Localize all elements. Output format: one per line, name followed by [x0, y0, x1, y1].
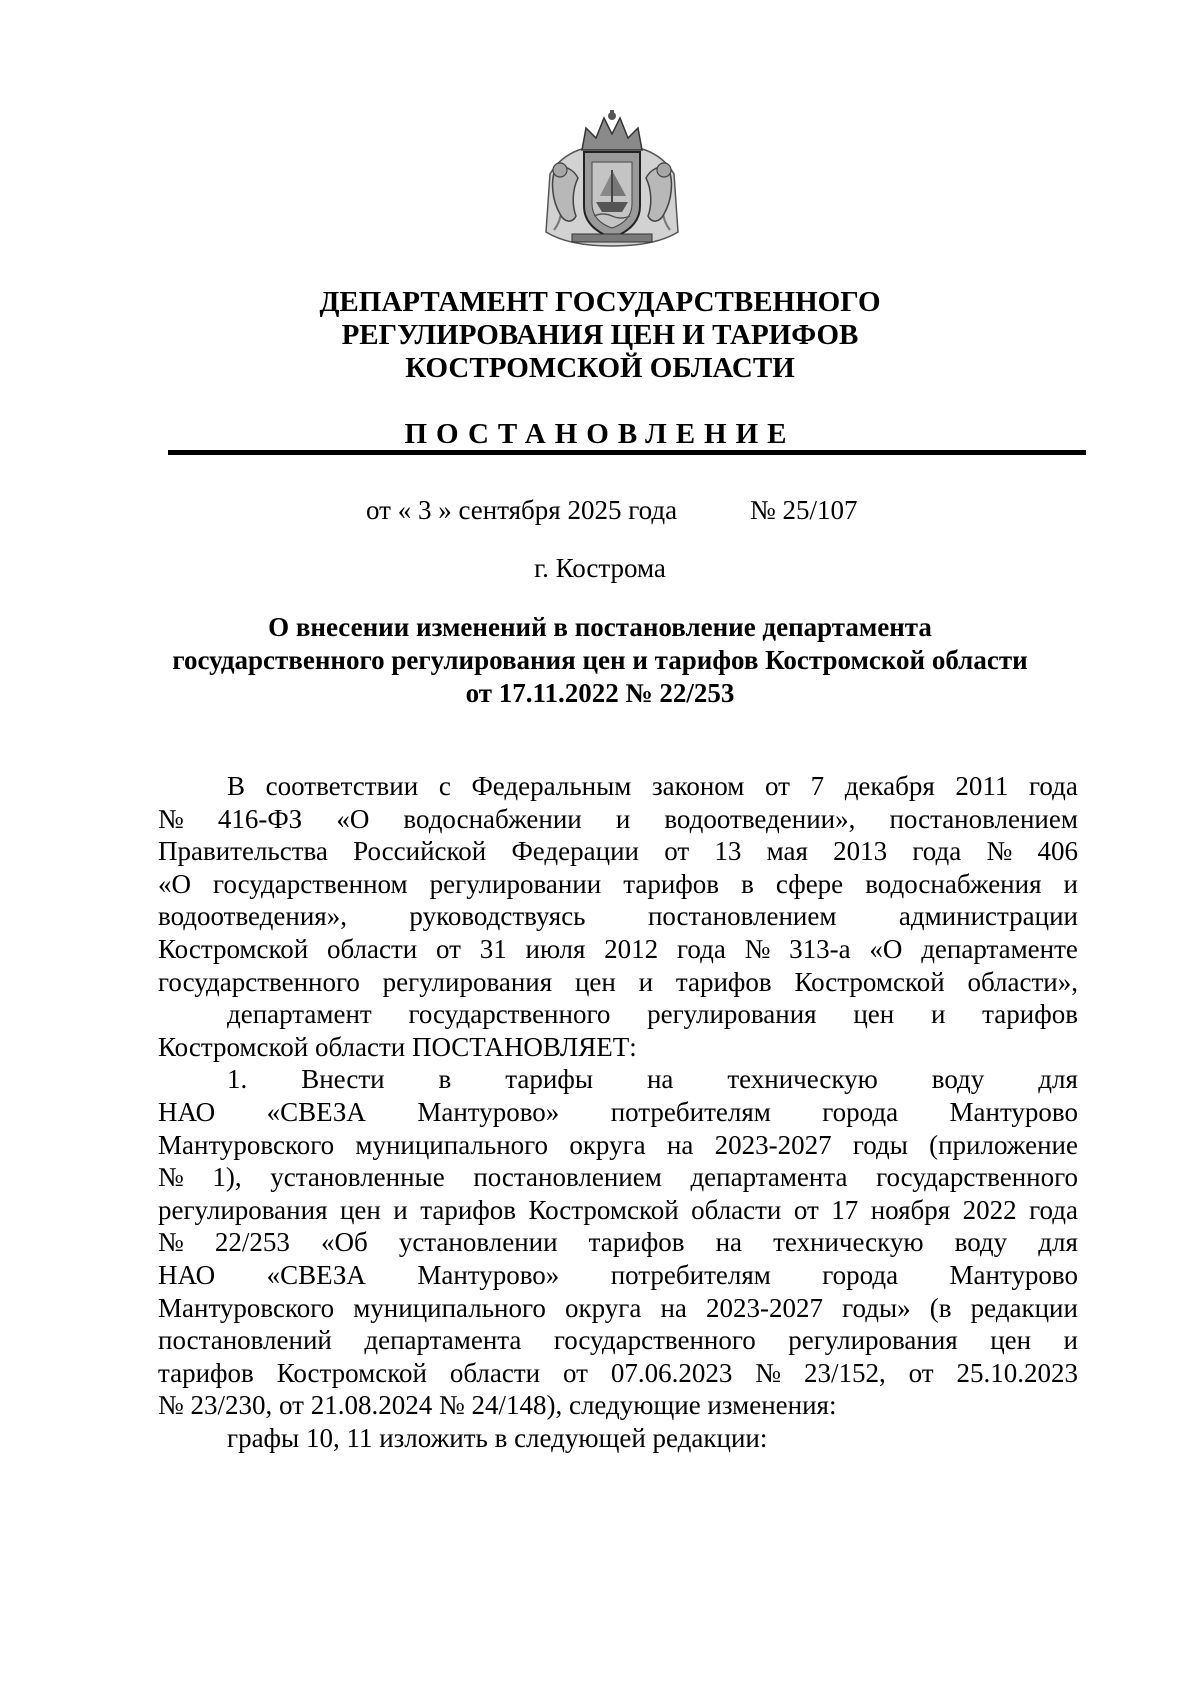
header-line: КОСТРОМСКОЙ ОБЛАСТИ — [405, 352, 795, 384]
body-word: Мантуровского — [158, 1292, 335, 1323]
body-word: Мантурово — [949, 1096, 1078, 1127]
body-word: и — [615, 803, 631, 834]
body-word: области — [326, 933, 418, 964]
header-rule — [168, 450, 1086, 455]
body-word: «О — [336, 803, 370, 834]
body-word: Федеральным — [471, 771, 632, 801]
body-word: года — [1029, 1194, 1078, 1225]
body-word: Федерации — [511, 836, 639, 867]
body-word: государственного — [158, 966, 360, 997]
document-body — [158, 770, 1078, 1454]
body-word: города — [822, 1096, 899, 1127]
body-word: № — [986, 836, 1013, 867]
body-word: руководствуясь — [409, 901, 586, 932]
body-word: в — [741, 868, 754, 899]
body-word: тарифов — [675, 966, 772, 997]
body-word: Костромской — [794, 966, 945, 997]
body-word: воду — [954, 1227, 1008, 1258]
body-word: тарифов — [588, 1227, 685, 1258]
body-line — [158, 966, 1078, 999]
body-word: Мантурово» — [417, 1096, 560, 1127]
body-word: для — [1038, 1064, 1078, 1095]
body-word: Внести — [301, 1064, 385, 1095]
body-word: 1. — [227, 1064, 248, 1095]
document-date: от « 3 » сентября 2025 года — [366, 495, 678, 525]
document-type: ПОСТАНОВЛЕНИЕ — [404, 418, 796, 450]
body-word: администрации — [898, 901, 1078, 932]
body-word: тарифов — [982, 999, 1078, 1030]
body-word: водоотведения», — [158, 901, 347, 932]
body-word: годы — [852, 1129, 908, 1160]
body-word: 25.10.2023 — [956, 1357, 1078, 1388]
body-word: «СВЕЗА — [266, 1259, 366, 1290]
coat-of-arms-icon — [542, 110, 682, 250]
body-word: области — [449, 1357, 541, 1388]
body-word: (в — [929, 1292, 952, 1323]
body-line — [158, 1292, 1078, 1325]
body-word: от — [793, 1194, 819, 1225]
body-word: в — [438, 1064, 452, 1095]
body-word: (приложение — [929, 1129, 1078, 1160]
body-word: области — [691, 1194, 782, 1225]
body-word: 23/152, — [803, 1357, 886, 1388]
body-word: 2023-2027 — [706, 1292, 824, 1323]
body-word: регулирования — [382, 966, 553, 997]
body-word: установлении — [398, 1227, 558, 1258]
body-word: и — [930, 999, 946, 1030]
body-line — [158, 1226, 1078, 1259]
body-word: с — [438, 771, 451, 801]
body-word: города — [822, 1259, 899, 1290]
body-line — [158, 1096, 1078, 1129]
body-line — [158, 1357, 1078, 1390]
body-word: № — [158, 1162, 184, 1193]
body-word: и — [638, 966, 654, 997]
body-line — [158, 835, 1078, 868]
body-word: годы» — [842, 1292, 911, 1323]
body-line — [158, 933, 1078, 966]
document-number: № 25/107 — [750, 495, 858, 525]
body-word: на — [660, 1292, 687, 1323]
body-word: постановлением — [473, 1162, 662, 1193]
body-word: Мантурово» — [417, 1259, 560, 1290]
body-word: регулирования — [788, 1325, 958, 1356]
body-word: цен — [990, 1325, 1032, 1356]
body-word: от — [436, 933, 461, 964]
body-word: 31 — [479, 933, 507, 964]
body-word: департамента — [690, 1162, 848, 1193]
body-line — [158, 1324, 1078, 1357]
body-word: редакции — [970, 1292, 1078, 1323]
body-word: Костромской — [276, 1357, 427, 1388]
body-word: сфере — [775, 868, 844, 899]
body-word: соответствии — [265, 771, 419, 801]
header-line: ДЕПАРТАМЕНТ ГОСУДАРСТВЕННОГО — [319, 286, 881, 318]
body-word: ноября — [870, 1194, 951, 1225]
body-word: № — [744, 933, 771, 964]
body-line: № 23/230, от 21.08.2024 № 24/148), следующие изменения: — [158, 1390, 837, 1421]
body-word: НАО — [158, 1259, 216, 1290]
body-word: и — [1063, 868, 1078, 899]
body-word: и — [393, 1194, 408, 1225]
body-line — [158, 1259, 1078, 1292]
body-line — [158, 803, 1078, 836]
body-word: «О — [158, 868, 191, 899]
body-word: от — [764, 771, 790, 801]
body-word: мая — [766, 836, 808, 867]
body-word: для — [1038, 1227, 1078, 1258]
title-line: О внесении изменений в постановление департамента — [268, 612, 932, 642]
body-word: регулирования — [158, 1194, 328, 1225]
body-word: постановлением — [647, 901, 837, 932]
body-word: законом — [651, 771, 745, 801]
body-word: 2012 — [604, 933, 659, 964]
body-word: «Об — [320, 1227, 368, 1258]
body-word: № — [158, 803, 184, 834]
body-word: потребителям — [610, 1096, 771, 1127]
body-line — [158, 1129, 1078, 1162]
body-line — [158, 998, 1078, 1031]
body-line: графы 10, 11 изложить в следующей редакции: — [227, 1422, 768, 1453]
body-word: водоотведении», — [664, 803, 856, 834]
body-word: 7 — [810, 771, 825, 801]
body-word: № — [158, 1227, 184, 1258]
body-line — [158, 1161, 1078, 1194]
body-word: установленные — [270, 1162, 445, 1193]
body-word: 2013 — [833, 836, 888, 867]
body-word: цен — [853, 999, 895, 1030]
body-word: на — [646, 1064, 674, 1095]
body-word: Мантурово — [949, 1259, 1078, 1290]
body-word: тарифов — [158, 1357, 254, 1388]
body-line — [158, 770, 1078, 803]
body-line — [158, 1063, 1078, 1096]
body-word: муниципального — [353, 1292, 546, 1323]
body-word: 22/253 — [214, 1227, 290, 1258]
body-word: техническую — [773, 1227, 924, 1258]
body-word: регулировании — [429, 868, 602, 899]
body-word: цен — [339, 1194, 381, 1225]
body-word: округа — [565, 1292, 642, 1323]
body-word: регулирования — [647, 999, 817, 1030]
body-word: «СВЕЗА — [266, 1096, 366, 1127]
body-word: 313-а — [789, 933, 851, 964]
body-word: государственного — [553, 1325, 756, 1356]
body-word: департамента — [364, 1325, 522, 1356]
body-word: НАО — [158, 1096, 216, 1127]
body-word: цен — [574, 966, 616, 997]
body-word: тарифов — [623, 868, 720, 899]
body-word: года — [912, 836, 962, 867]
body-word: 1), — [212, 1162, 242, 1193]
body-word: «О — [869, 933, 903, 964]
body-word: воду — [931, 1064, 985, 1095]
body-word: муниципального — [355, 1129, 549, 1160]
body-word: Правительства — [158, 836, 328, 867]
body-word: на — [666, 1129, 694, 1160]
body-word: потребителям — [610, 1259, 771, 1290]
body-word: округа — [569, 1129, 646, 1160]
body-word: Российской — [353, 836, 487, 867]
body-word: департаменте — [921, 933, 1078, 964]
body-word: Костромской — [158, 933, 309, 964]
body-word: техническую — [727, 1064, 878, 1095]
body-word: постановлений — [158, 1325, 332, 1356]
body-word: 2023-2027 — [714, 1129, 832, 1160]
body-word: июля — [525, 933, 586, 964]
body-word: государственного — [408, 999, 611, 1030]
body-word: № — [755, 1357, 782, 1388]
body-word: департамент — [227, 999, 372, 1030]
body-word: Костромской — [528, 1194, 679, 1225]
body-word: тарифы — [505, 1064, 593, 1095]
body-line — [158, 868, 1078, 901]
document-city: г. Кострома — [534, 553, 666, 583]
body-word: 07.06.2023 — [610, 1357, 733, 1388]
header-line: РЕГУЛИРОВАНИЯ ЦЕН И ТАРИФОВ — [341, 319, 859, 351]
document-title — [0, 611, 1200, 710]
body-word: года — [676, 933, 726, 964]
body-word: и — [1063, 1325, 1078, 1356]
department-header — [0, 286, 1200, 385]
body-line — [158, 900, 1078, 933]
body-word: 2022 — [962, 1194, 1017, 1225]
body-word: 13 — [714, 836, 742, 867]
body-word: водоснабжения — [865, 868, 1042, 899]
body-word: 406 — [1037, 836, 1078, 867]
body-word: Мантуровского — [158, 1129, 335, 1160]
body-word: 17 — [831, 1194, 859, 1225]
body-word: области», — [967, 966, 1078, 997]
body-word: от — [563, 1357, 588, 1388]
body-word: В — [227, 771, 246, 801]
body-word: 2011 — [955, 771, 1009, 801]
body-word: тарифов — [420, 1194, 517, 1225]
body-line — [158, 1194, 1078, 1227]
title-line: от 17.11.2022 № 22/253 — [465, 678, 735, 708]
body-word: года — [1029, 771, 1078, 801]
body-word: постановлением — [889, 803, 1078, 834]
body-line: Костромской области ПОСТАНОВЛЯЕТ: — [158, 1031, 637, 1062]
title-line: государственного регулирования цен и тарифов Костромской области — [172, 645, 1028, 675]
body-word: на — [715, 1227, 742, 1258]
body-word: декабря — [844, 771, 935, 801]
body-word: водоснабжении — [403, 803, 582, 834]
body-word: от — [664, 836, 690, 867]
body-word: государственном — [213, 868, 408, 899]
body-word: от — [908, 1357, 934, 1388]
body-word: государственного — [876, 1162, 1078, 1193]
body-word: 416-ФЗ — [217, 803, 303, 834]
